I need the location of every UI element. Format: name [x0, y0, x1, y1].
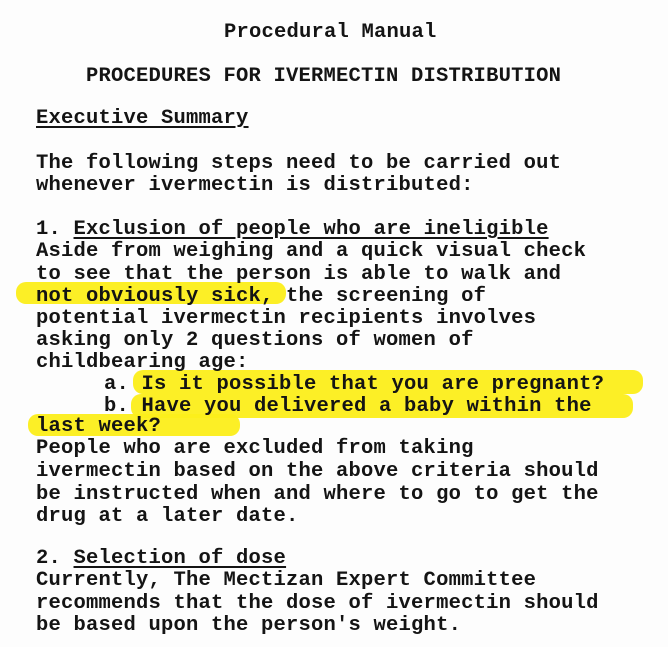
- section1-title: Exclusion of people who are ineligible: [73, 218, 549, 241]
- section1-after-line-3: be instructed when and where to go to get the: [36, 483, 599, 506]
- manual-title: Procedural Manual: [224, 21, 437, 44]
- section1-after-line-4: drug at a later date.: [36, 505, 299, 528]
- section1-after-line-2: ivermectin based on the above criteria should: [36, 460, 599, 483]
- section1-heading: [36, 219, 549, 241]
- section2-title: Selection of dose: [73, 547, 287, 570]
- section1-line-6: childbearing age:: [36, 351, 249, 374]
- section2-number: 2.: [36, 547, 74, 570]
- section2-heading: [36, 548, 286, 570]
- document-title: PROCEDURES FOR IVERMECTIN DISTRIBUTION: [86, 65, 562, 88]
- section1-line-1: Aside from weighing and a quick visual check: [36, 240, 587, 263]
- question-a-text: Is it possible that you are pregnant?: [141, 373, 605, 396]
- section2-line-3: be based upon the person's weight.: [36, 614, 462, 637]
- section1-line-4: potential ivermectin recipients involves: [36, 307, 537, 330]
- question-b-continued: last week?: [36, 415, 162, 438]
- section1-line-5: asking only 2 questions of women of: [36, 329, 474, 352]
- section1-number: 1.: [36, 218, 74, 241]
- intro-line-2: whenever ivermectin is distributed:: [36, 174, 474, 197]
- section1-line-3: [36, 286, 486, 308]
- question-a-marker: a.: [104, 373, 142, 396]
- executive-summary-heading: Executive Summary: [36, 107, 249, 130]
- question-b: [104, 396, 592, 418]
- highlighted-text-not-obviously-sick: not obviously sick: [36, 285, 262, 308]
- question-b-text: Have you delivered a baby within the: [141, 395, 592, 418]
- section2-line-2: recommends that the dose of ivermectin should: [36, 592, 599, 615]
- section1-line-2: to see that the person is able to walk and: [36, 263, 562, 286]
- section1-after-line-1: People who are excluded from taking: [36, 437, 474, 460]
- question-a: [104, 374, 604, 396]
- section2-line-1: Currently, The Mectizan Expert Committee: [36, 569, 537, 592]
- intro-line-1: The following steps need to be carried out: [36, 152, 562, 175]
- question-b-marker: b.: [104, 395, 142, 418]
- section1-line-3-rest: , the screening of: [261, 285, 487, 308]
